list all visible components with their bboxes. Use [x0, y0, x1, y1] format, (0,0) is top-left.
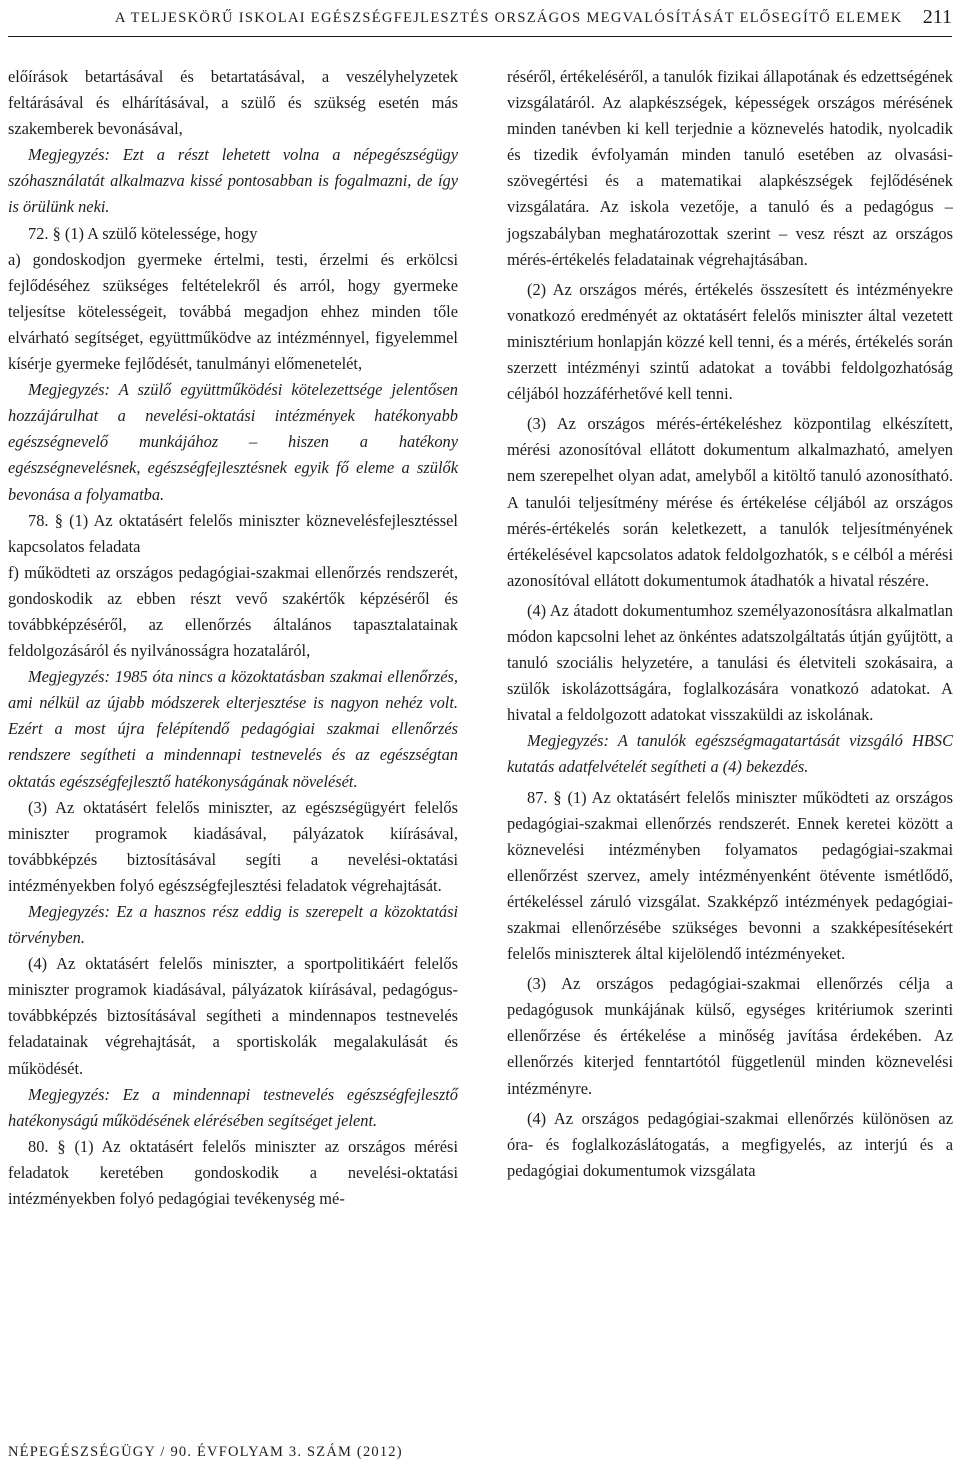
section-paragraph: 72. § (1) A szülő kötelessége, hogy	[28, 223, 258, 243]
paragraph: (4) Az oktatásért felelős miniszter, a sportpolitikáért felelős miniszter programok kiadásával, pályázatok kiírásával, pedagógus-továbbképzés biztosításával segítheti a mindennapos testnevelés feladatainak végrehajtását, a sportiskolák megalakulását és működését.	[8, 954, 458, 1078]
note-paragraph: Megjegyzés: 1985 óta nincs a közoktatásban szakmai ellenőrzés, ami nélkül az újabb módszerek elterjesztése is nagyon nehéz volt. Ezért a most újra felépítendő pedagógiai szakmai ellenőrzés rendszere segítheti a mindennapi testnevelés és az egészségtan oktatás egészségfejlesztő hatékonyságának növelését.	[8, 667, 458, 791]
paragraph: (3) Az országos mérés-értékeléshez központilag elkészített, mérési azonosítóval ellátott dokumentum alkalmazható, amelyen nem szerepelhet olyan adat, amelyből a kitöltő tanuló azonosítható. A tanulói teljesítmény mérése és értékelése céljából az országos mérés-értékelés során keletkezett, a tanulók teljesítményének értékelésével kapcsolatos adatok feldolgozhatók, s e célból a mérési azonosítóval ellátott dokumentumok átadhatók a hivatal részére.	[507, 414, 953, 590]
paragraph: (4) Az átadott dokumentumhoz személyazonosításra alkalmatlan módon kapcsolni lehet az önkéntes adatszolgáltatás útján gyűjtött, a tanuló szociális helyzetére, a tanulási és életviteli szokásaira, a szülők iskolázottságára, foglalkozására vonatkozó adatokat. A hivatal a feldolgozott adatokat visszaküldi az iskolának.	[507, 600, 953, 725]
paragraph: (4) Az országos pedagógiai-szakmai ellenőrzés különösen az óra- és foglalkozáslátogatás, a megfigyelés, az interjú és a pedagógiai dokumentumok vizsgálata	[507, 1108, 953, 1180]
footer-journal-info: NÉPEGÉSZSÉGÜGY / 90. ÉVFOLYAM 3. SZÁM (2012)	[8, 1444, 403, 1460]
paragraph: a) gondoskodjon gyermeke értelmi, testi, érzelmi és erkölcsi fejlődéséhez szükséges feltételekről és arról, hogy gyermeke teljesítse kötelességeit, továbbá megadjon ehhez minden tőle elvárható segítséget, együttműködve az intézménnyel, figyelemmel kísérje gyermeke fejlődését, tanulmányi előmenetelét,	[8, 249, 458, 374]
header-rule	[8, 36, 952, 37]
paragraph: f) működteti az országos pedagógiai-szakmai ellenőrzés rendszerét, gondoskodik az ebben részt vevő szakértők képzéséről és továbbképzéséről, az ellenőrzés általános tapasztalatainak feldolgozásáról és nyilvánosságra hozataláról,	[8, 562, 458, 661]
right-column	[507, 64, 953, 1184]
section-paragraph: 87. § (1) Az oktatásért felelős miniszter működteti az országos pedagógiai-szakmai ellenőrzés rendszerét. Ennek keretei között a köznevelési intézményben folyamatos pedagógiai-szakmai ellenőrzést szervez, amely intézményenként ötévente ismétlődő, értékeléssel záruló vizsgálat. Szakképző intézmények pedagógiai-szakmai ellenőrzésébe szükséges bevonni a szakképesítésekért felelős miniszterek által kijelölendő intézményeket.	[507, 787, 953, 964]
paragraph: (3) Az országos pedagógiai-szakmai ellenőrzés célja a pedagógusok munkájának külső, egységes kritériumok szerinti ellenőrzése és értékelése a minőség javítása érdekében. Az ellenőrzés kiterjed fenntartótól függetlenül minden köznevelési intézményre.	[507, 974, 953, 1098]
note-paragraph: Megjegyzés: A tanulók egészségmagatartását vizsgáló HBSC kutatás adatfelvételét segítheti a (4) bekezdés.	[507, 731, 953, 777]
paragraph: (2) Az országos mérés, értékelés összesített és intézményekre vonatkozó eredményét az oktatásért felelős miniszter által vezetett minisztérium honlapján közzé kell tenni, és a mérés, értékelés során szerzett intézményi szintű adatokat a további feldolgozhatóság céljából hozzáférhetővé kell tenni.	[507, 279, 953, 404]
running-head	[0, 8, 960, 34]
section-paragraph: 78. § (1) Az oktatásért felelős miniszter köznevelésfejlesztéssel kapcsolatos feladata	[8, 510, 458, 556]
note-paragraph: Megjegyzés: Ez a mindennapi testnevelés egészségfejlesztő hatékonyságú működésének elérésében segítséget jelent.	[8, 1084, 458, 1130]
running-head-title: A TELJESKÖRŰ ISKOLAI EGÉSZSÉGFEJLESZTÉS ORSZÁGOS MEGVALÓSÍTÁSÁT ELŐSEGÍTŐ ELEMEK	[115, 10, 903, 26]
paragraph: réséről, értékeléséről, a tanulók fizikai állapotának és edzettségének vizsgálatáról. Az alapkészségek, képességek országos mérésének minden tanévben ki kell terjednie a köznevelés hatodik, nyolcadik és tizedik évfolyamán minden tanuló esetében az olvasási-szövegértési és a matematikai alapkészségek fejlődésének vizsgálatára. Az iskola vezetője, a tanuló és a pedagógus – jogszabályban meghatározottak szerint – vesz részt az országos mérés-értékelés feladatainak végrehajtásában.	[507, 67, 953, 269]
page-number: 211	[922, 6, 952, 28]
note-paragraph: Megjegyzés: A szülő együttműködési kötelezettsége jelentősen hozzájárulhat a nevelési-oktatási intézmények hatékonyabb egészségnevelő munkájához – hiszen a hatékony egészségnevelésnek, egészségfejlesztésnek egyik fő eleme a szülők bevonása a folyamatba.	[8, 380, 458, 504]
paragraph: előírások betartásával és betartatásával, a veszélyhelyzetek feltárásával és elhárításával, a szülő és szükség esetén más szakemberek bevonásával,	[8, 67, 458, 139]
note-paragraph: Megjegyzés: Ez a hasznos rész eddig is szerepelt a közoktatási törvényben.	[8, 902, 458, 948]
note-paragraph: Megjegyzés: Ezt a részt lehetett volna a népegészségügy szóhasználatát alkalmazva kissé pontosabban is fogalmazni, de így is örülünk neki.	[8, 145, 458, 217]
section-paragraph: 80. § (1) Az oktatásért felelős miniszter az országos mérési feladatok keretében gondoskodik a nevelési-oktatási intézményekben folyó pedagógiai tevékenység mé-	[8, 1136, 458, 1209]
left-column	[8, 64, 458, 1212]
paragraph: (3) Az oktatásért felelős miniszter, az egészségügyért felelős miniszter programok kiadásával, pályázatok kiírásával, továbbképzés biztosításával segíti a nevelési-oktatási intézményekben folyó egészségfejlesztési feladatok végrehajtását.	[8, 797, 458, 895]
